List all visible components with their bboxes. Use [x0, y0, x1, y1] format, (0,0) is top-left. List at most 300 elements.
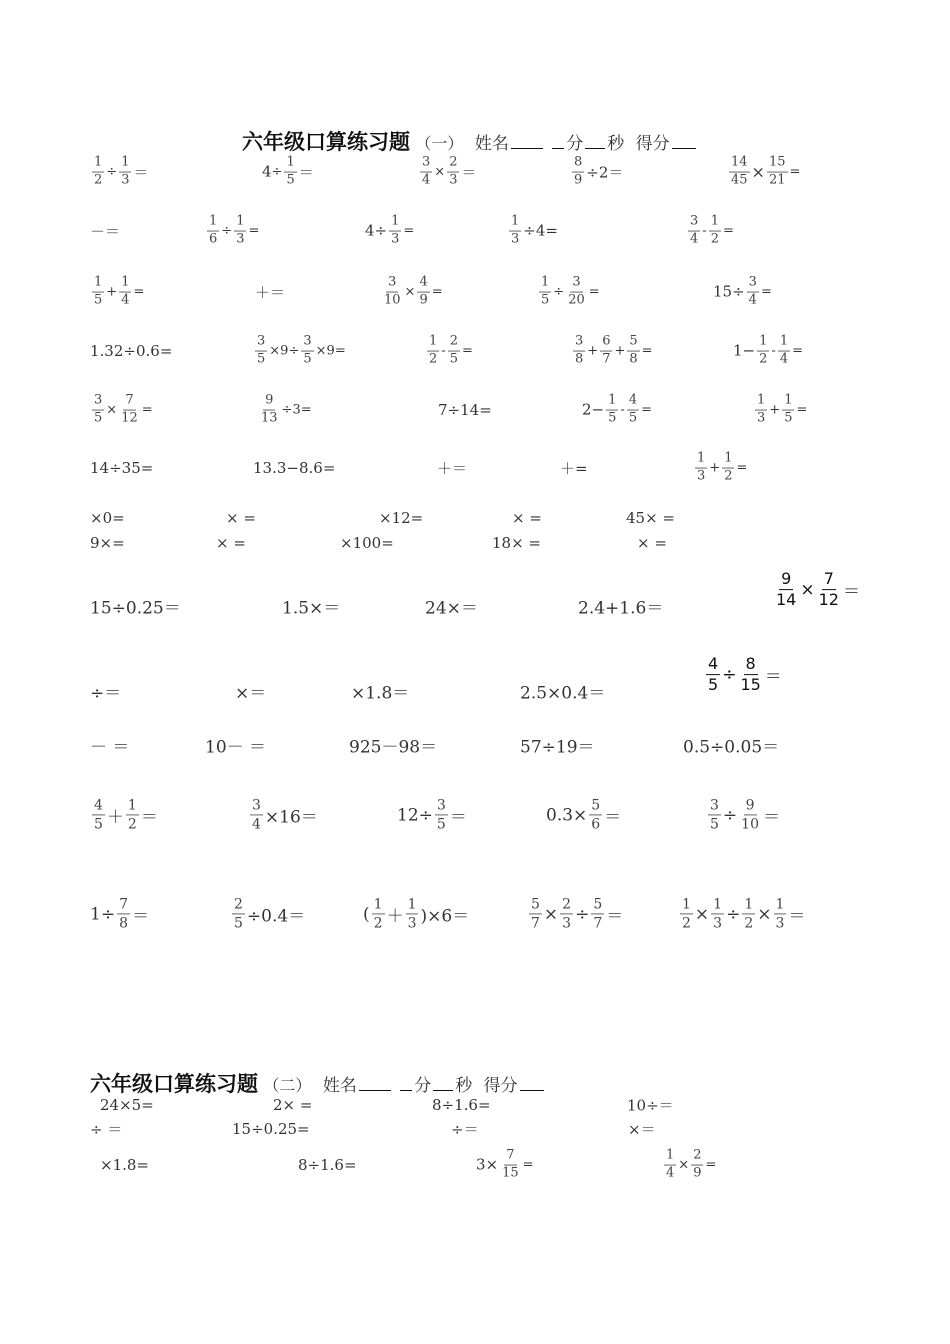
fraction [92, 797, 105, 832]
fraction-denominator: 13 [261, 410, 278, 426]
fraction-denominator: 3 [407, 915, 417, 932]
fraction [739, 797, 761, 832]
expression-text: × [800, 580, 815, 600]
math-problem [100, 1156, 149, 1174]
expression-text: ÷ [575, 904, 590, 924]
math-problem [90, 156, 148, 189]
fraction-numerator: 14 [729, 156, 750, 173]
expression-text: = [431, 284, 443, 300]
math-problem [520, 733, 595, 758]
expression-text: ÷ [221, 223, 233, 239]
sheet1-name-label: 姓名 [474, 134, 509, 154]
math-problem [216, 534, 246, 552]
math-problem [90, 534, 125, 552]
fraction-numerator: 1 [709, 215, 721, 232]
fraction-numerator: 3 [708, 797, 721, 815]
expression-text: 8÷1.6= [298, 1156, 357, 1174]
fraction [92, 276, 104, 309]
fraction [774, 570, 798, 610]
fraction [447, 156, 459, 189]
fraction [382, 276, 403, 309]
math-problem [772, 570, 860, 610]
math-problem [100, 1096, 154, 1114]
math-problem [578, 594, 663, 619]
math-problem [662, 1149, 716, 1182]
math-problem [232, 1120, 310, 1138]
fraction [539, 276, 551, 309]
fraction-numerator: 2 [691, 1149, 703, 1166]
fraction-denominator: 7 [531, 915, 540, 932]
math-problem [226, 509, 256, 527]
fraction-denominator: 5 [286, 172, 295, 188]
expression-text: 2.4+1.6＝ [578, 598, 664, 619]
fraction [420, 156, 432, 189]
fraction-denominator: 2 [759, 351, 768, 367]
math-problem [492, 534, 541, 552]
math-problem [437, 458, 467, 479]
fraction-denominator: 6 [591, 816, 601, 833]
math-problem [90, 679, 121, 704]
sheet2-subtitle: （二） [263, 1076, 312, 1095]
fraction-numerator: 3 [435, 797, 448, 815]
expression-text: - [441, 343, 446, 359]
math-problem [273, 1096, 312, 1114]
math-problem [90, 459, 153, 477]
fraction-numerator: 1 [695, 452, 707, 469]
fraction [573, 335, 585, 368]
fraction [572, 156, 584, 189]
expression-text: 2× = [273, 1096, 313, 1114]
expression-text: ÷ [553, 284, 565, 300]
expression-text: ＝ [606, 906, 624, 927]
expression-text: ＝ [131, 906, 149, 927]
fraction [250, 797, 263, 832]
fraction [591, 896, 604, 931]
fraction-denominator: 10 [741, 816, 759, 833]
fraction [664, 1149, 676, 1182]
expression-text: × = [216, 534, 246, 552]
expression-text: ÷ [106, 164, 118, 180]
expression-text: 1.32÷0.6= [90, 342, 173, 360]
expression-text: ＝ [133, 163, 149, 182]
fraction-numerator: 1 [207, 215, 219, 232]
fraction-denominator: 4 [252, 816, 261, 833]
fraction [117, 896, 130, 931]
fraction [606, 394, 618, 427]
expression-text: × [757, 904, 772, 924]
sheet1-second-blank[interactable] [585, 147, 605, 149]
fraction-numerator: 9 [744, 797, 757, 815]
math-problem [351, 679, 409, 704]
fraction-numerator: 5 [589, 797, 602, 815]
fraction [729, 156, 750, 189]
expression-text: ÷ [722, 665, 737, 685]
math-problem [298, 1156, 357, 1174]
fraction-numerator: 4 [627, 394, 639, 411]
expression-text: 9×= [90, 534, 125, 552]
sheet2-minute-blank[interactable] [400, 1089, 412, 1091]
fraction-denominator: 2 [710, 231, 719, 247]
fraction-denominator: 8 [575, 351, 584, 367]
expression-text: × [751, 162, 765, 182]
expression-text: ÷ [288, 343, 300, 359]
fraction-numerator: 1 [664, 1149, 676, 1166]
fraction-denominator: 3 [697, 468, 706, 484]
sheet2-name-label: 姓名 [322, 1076, 357, 1096]
fraction [92, 394, 104, 427]
fraction-denominator: 5 [94, 292, 103, 308]
fraction-numerator: 5 [591, 896, 604, 914]
fraction [600, 335, 612, 368]
expression-text: ＝ [788, 906, 806, 927]
expression-text: ＝ [763, 807, 780, 828]
sheet1-score-blank[interactable] [672, 147, 696, 149]
fraction-numerator: 3 [688, 215, 700, 232]
expression-text: = [133, 284, 145, 300]
fraction-denominator: 15 [502, 1165, 519, 1181]
expression-text: = [792, 343, 803, 359]
expression-text: － ＝ [90, 737, 130, 758]
fraction [448, 335, 460, 368]
math-problem [626, 509, 675, 527]
sheet2-minute-label: 分 [414, 1076, 432, 1096]
fraction-denominator: 6 [209, 231, 218, 247]
math-problem [753, 394, 807, 427]
fraction [301, 335, 313, 368]
math-problem [686, 215, 734, 248]
fraction [774, 896, 787, 931]
fraction [722, 452, 734, 485]
fraction [778, 335, 790, 368]
fraction-numerator: 1 [234, 215, 246, 232]
expression-text: ×1.8＝ [351, 683, 410, 704]
expression-text: = [461, 343, 473, 359]
fraction-denominator: 7 [602, 351, 611, 367]
expression-text: = [300, 402, 312, 418]
fraction-numerator: 3 [386, 276, 398, 293]
fraction-denominator: 2 [429, 351, 438, 367]
math-problem [90, 797, 158, 832]
fraction-numerator: 1 [372, 896, 385, 914]
sheet1-second-label: 秒 [607, 134, 625, 154]
math-problem [380, 276, 443, 309]
fraction-numerator: 2 [560, 896, 573, 914]
math-problem [379, 509, 423, 527]
expression-text: ×＝ [628, 1120, 656, 1139]
expression-text: 925－98＝ [349, 737, 438, 758]
expression-text: × [404, 284, 416, 300]
fraction-numerator: 3 [301, 335, 313, 352]
fraction [389, 215, 401, 248]
fraction [757, 335, 769, 368]
expression-text: = [522, 1157, 534, 1173]
fraction-denominator: 5 [708, 675, 719, 695]
fraction-numerator: 3 [255, 335, 267, 352]
math-problem [205, 215, 259, 248]
math-problem [693, 452, 747, 485]
fraction-denominator: 5 [608, 410, 617, 426]
fraction-denominator: 2 [744, 915, 754, 932]
fraction-numerator: 2 [447, 156, 459, 173]
math-problem [546, 797, 621, 832]
fraction-numerator: 1 [606, 394, 618, 411]
fraction-denominator: 4 [748, 292, 757, 308]
math-problem [537, 276, 600, 309]
fraction-denominator: 3 [757, 410, 766, 426]
expression-text: + [106, 284, 118, 300]
math-problem [235, 679, 266, 704]
expression-text: ＝ [298, 163, 314, 182]
math-problem [90, 1119, 122, 1140]
expression-text: ×16＝ [264, 807, 318, 828]
fraction-numerator: 1 [778, 335, 790, 352]
expression-text: × = [637, 534, 667, 552]
expression-text: ÷＝ [451, 1120, 479, 1139]
fraction [417, 276, 429, 309]
fraction-denominator: 5 [94, 410, 103, 426]
expression-text: 57÷19＝ [520, 737, 595, 758]
fraction [711, 896, 724, 931]
fraction-numerator: 8 [572, 156, 584, 173]
expression-text: 10－ ＝ [205, 737, 267, 758]
fraction-numerator: 1 [406, 896, 419, 914]
expression-text: ÷4= [523, 222, 558, 240]
expression-text: = [588, 284, 600, 300]
fraction [747, 276, 759, 309]
sheet1-score-label: 得分 [635, 134, 670, 154]
expression-text: ＋ [386, 906, 404, 927]
expression-text: ＝ [461, 163, 477, 182]
fraction-denominator: 3 [511, 231, 520, 247]
sheet2-second-label: 秒 [455, 1076, 473, 1096]
fraction-denominator: 4 [666, 1165, 675, 1181]
math-problem [733, 335, 803, 368]
fraction [234, 215, 246, 248]
fraction-numerator: 1 [755, 394, 767, 411]
expression-text: －＝ [90, 222, 121, 241]
fraction-denominator: 3 [713, 915, 723, 932]
fraction-numerator: 1 [680, 896, 693, 914]
expression-text: + [614, 343, 626, 359]
fraction [680, 896, 693, 931]
expression-text: 2− [582, 401, 605, 419]
fraction-numerator: 4 [706, 655, 720, 675]
math-problem [507, 215, 558, 248]
expression-text: ×0= [90, 509, 125, 527]
fraction-numerator: 1 [126, 797, 139, 815]
math-problem [706, 797, 780, 832]
fraction-denominator: 12 [121, 410, 138, 426]
fraction-denominator: 5 [234, 915, 243, 932]
fraction-denominator: 21 [768, 172, 786, 188]
math-problem [90, 896, 149, 931]
math-problem [253, 459, 335, 477]
expression-text: 15÷0.25＝ [90, 598, 181, 619]
fraction-denominator: 4 [690, 231, 699, 247]
math-problem [637, 534, 667, 552]
fraction-numerator: 1 [284, 156, 296, 173]
sheet1-heading [242, 126, 698, 156]
fraction [255, 335, 267, 368]
expression-text: ＝ [449, 807, 467, 828]
math-problem [257, 394, 312, 427]
expression-text: ×100= [340, 534, 394, 552]
expression-text: ＋ [106, 807, 124, 828]
math-problem [678, 896, 805, 931]
math-problem [363, 896, 469, 931]
fraction [560, 896, 573, 931]
math-problem [727, 156, 800, 189]
fraction [589, 797, 602, 832]
math-problem [90, 594, 181, 619]
fraction-numerator: 1 [119, 276, 131, 293]
fraction-denominator: 4 [422, 172, 431, 188]
fraction [435, 797, 448, 832]
expression-text: + [769, 402, 781, 418]
fraction [691, 1149, 703, 1182]
expression-text: = [705, 1157, 717, 1173]
expression-text: 15÷0.25= [232, 1120, 310, 1138]
fraction-numerator: 9 [779, 570, 793, 590]
expression-text: ÷ ＝ [90, 1120, 123, 1139]
expression-text: × [106, 402, 118, 418]
fraction-numerator: 1 [722, 452, 734, 469]
sheet1-name-blank[interactable] [511, 147, 543, 149]
fraction-denominator: 5 [303, 351, 312, 367]
fraction [706, 655, 720, 695]
fraction-numerator: 3 [420, 156, 432, 173]
expression-text: 1− [733, 342, 756, 360]
fraction-numerator: 2 [232, 896, 245, 914]
fraction [119, 156, 131, 189]
expression-text: = [248, 223, 260, 239]
expression-text: 10÷＝ [627, 1096, 674, 1115]
expression-text: ＋＝ [255, 283, 286, 302]
math-problem [527, 896, 623, 931]
expression-text: 24×＝ [425, 598, 478, 619]
expression-text: = [641, 402, 652, 418]
expression-text: ÷ [271, 164, 283, 180]
expression-text: 0.5÷0.05＝ [683, 737, 780, 758]
fraction [119, 276, 131, 309]
fraction-numerator: 7 [504, 1149, 516, 1166]
expression-text: 3× [476, 1156, 499, 1174]
fraction-denominator: 5 [449, 351, 458, 367]
math-problem [340, 534, 394, 552]
math-problem [704, 655, 782, 695]
fraction-denominator: 2 [373, 915, 383, 932]
fraction-numerator: 1 [757, 335, 769, 352]
fraction [782, 394, 794, 427]
sheet1-minute-blank[interactable] [552, 147, 564, 149]
sheet2-second-blank[interactable] [433, 1089, 453, 1091]
expression-text: ( [363, 904, 370, 924]
fraction [232, 896, 245, 931]
fraction-numerator: 1 [427, 335, 439, 352]
fraction-denominator: 4 [779, 351, 789, 367]
expression-text: ÷2＝ [586, 163, 624, 182]
fraction-denominator: 4 [121, 292, 130, 308]
fraction-denominator: 5 [710, 816, 719, 833]
fraction-denominator: 5 [628, 410, 638, 426]
fraction [406, 896, 419, 931]
fraction-numerator: 1 [774, 896, 787, 914]
expression-text: - [771, 343, 776, 359]
fraction [126, 797, 139, 832]
fraction-numerator: 3 [250, 797, 263, 815]
expression-text: = [641, 343, 653, 359]
fraction [566, 276, 587, 309]
fraction-denominator: 3 [562, 915, 572, 932]
expression-text: ×9 [269, 343, 289, 359]
fraction-numerator: 1 [92, 276, 104, 293]
fraction-denominator: 3 [775, 915, 785, 932]
math-problem [438, 401, 492, 419]
fraction-denominator: 5 [436, 816, 446, 833]
math-problem [90, 509, 125, 527]
expression-text: 7÷14= [438, 401, 492, 419]
sheet2-score-blank[interactable] [520, 1089, 544, 1091]
fraction [500, 1149, 521, 1182]
math-problem [570, 156, 623, 189]
expression-text: ＋＝ [437, 459, 468, 478]
fraction-numerator: 1 [389, 215, 401, 232]
fraction-denominator: 8 [629, 351, 638, 367]
fraction [708, 797, 721, 832]
fraction [742, 896, 755, 931]
expression-text: × [543, 904, 559, 924]
expression-text: 1.5×＝ [282, 598, 341, 619]
math-problem [248, 797, 318, 832]
expression-text: ＋= [560, 459, 588, 478]
sheet2-title: 六年级口算练习题 [90, 1071, 258, 1096]
fraction-denominator: 14 [776, 590, 797, 610]
fraction-numerator: 3 [747, 276, 759, 293]
expression-text: = [760, 284, 772, 300]
math-problem [253, 335, 346, 368]
fraction-numerator: 7 [822, 570, 836, 590]
fraction [738, 655, 762, 695]
expression-text: ÷3 [281, 402, 301, 418]
math-problem [425, 594, 478, 619]
expression-text: 2.5×0.4＝ [520, 683, 606, 704]
fraction [688, 215, 700, 248]
expression-text: = [789, 164, 801, 180]
sheet2-name-blank[interactable] [359, 1089, 391, 1091]
expression-text: 4 [262, 163, 272, 181]
expression-text: × [694, 904, 710, 924]
fraction-numerator: 2 [448, 335, 460, 352]
math-problem [282, 594, 340, 619]
fraction [627, 394, 639, 427]
fraction-numerator: 3 [573, 335, 585, 352]
math-problem [262, 156, 314, 189]
fraction-denominator: 3 [121, 172, 130, 188]
fraction-numerator: 15 [767, 156, 788, 173]
math-problem [683, 733, 779, 758]
fraction-denominator: 2 [682, 915, 691, 932]
fraction-numerator: 4 [417, 276, 429, 293]
expression-text: ÷ [726, 904, 741, 924]
fraction-numerator: 7 [123, 394, 135, 411]
expression-text: × = [512, 509, 542, 527]
math-problem [512, 509, 542, 527]
fraction-numerator: 3 [570, 276, 582, 293]
fraction [755, 394, 767, 427]
fraction-denominator: 12 [818, 590, 839, 610]
math-problem [230, 896, 305, 931]
expression-text: + [587, 343, 599, 359]
